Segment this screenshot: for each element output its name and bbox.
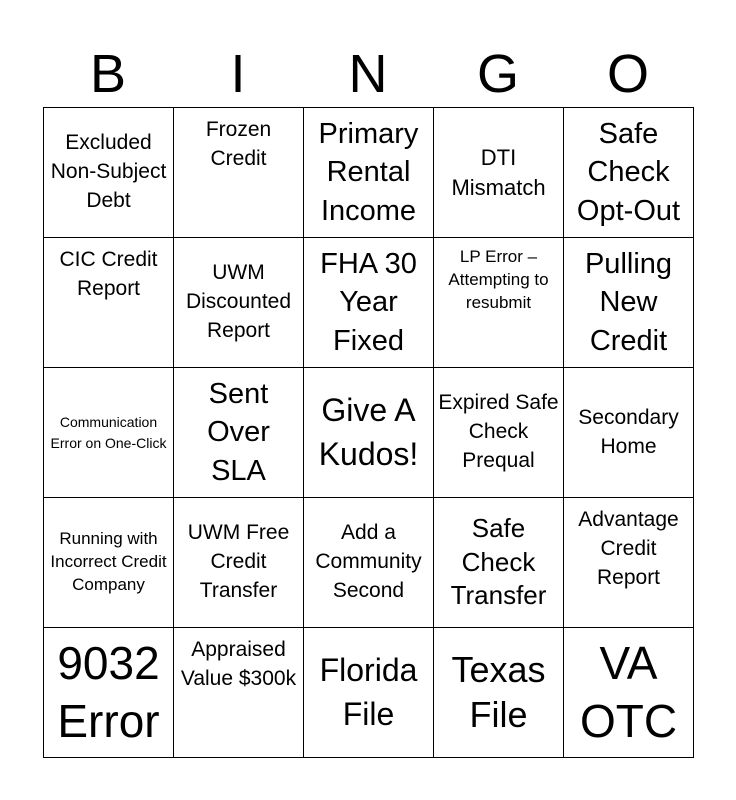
bingo-cell[interactable]: Add a Community Second xyxy=(304,498,434,628)
board-row-4 xyxy=(44,498,694,628)
bingo-cell[interactable]: Texas File xyxy=(434,628,564,758)
bingo-cell[interactable]: Sent Over SLA xyxy=(174,368,304,498)
header-letter-b: B xyxy=(89,44,127,104)
bingo-header xyxy=(43,40,693,108)
bingo-cell[interactable]: Frozen Credit xyxy=(174,108,304,238)
bingo-cell[interactable]: Appraised Value $300k xyxy=(174,628,304,758)
board-row-1 xyxy=(44,108,694,238)
bingo-cell[interactable]: Primary Rental Income xyxy=(304,108,434,238)
bingo-cell[interactable]: Advantage Credit Report xyxy=(564,498,694,628)
header-letter-i: I xyxy=(230,44,246,104)
bingo-cell[interactable]: Running with Incorrect Credit Company xyxy=(44,498,174,628)
bingo-cell[interactable]: UWM Discounted Report xyxy=(174,238,304,368)
bingo-cell[interactable]: Communication Error on One-Click xyxy=(44,368,174,498)
bingo-cell[interactable]: Safe Check Transfer xyxy=(434,498,564,628)
bingo-cell[interactable]: UWM Free Credit Transfer xyxy=(174,498,304,628)
bingo-cell[interactable]: CIC Credit Report xyxy=(44,238,174,368)
bingo-cell[interactable]: 9032 Error xyxy=(44,628,174,758)
board-row-5 xyxy=(44,628,694,758)
header-letter-n: N xyxy=(348,44,388,104)
bingo-cell[interactable]: Safe Check Opt-Out xyxy=(564,108,694,238)
bingo-cell[interactable]: Expired Safe Check Prequal xyxy=(434,368,564,498)
header-letter-o: O xyxy=(606,44,649,104)
bingo-cell[interactable]: Excluded Non-Subject Debt xyxy=(44,108,174,238)
bingo-cell[interactable]: LP Error – Attempting to resubmit xyxy=(434,238,564,368)
bingo-board xyxy=(43,107,694,758)
header-letter-g: G xyxy=(476,44,519,104)
bingo-cell[interactable]: Florida File xyxy=(304,628,434,758)
bingo-cell[interactable]: Secondary Home xyxy=(564,368,694,498)
bingo-cell[interactable]: DTI Mismatch xyxy=(434,108,564,238)
bingo-cell[interactable]: FHA 30 Year Fixed xyxy=(304,238,434,368)
bingo-cell[interactable]: Pulling New Credit xyxy=(564,238,694,368)
board-row-3 xyxy=(44,368,694,498)
board-row-2 xyxy=(44,238,694,368)
bingo-cell[interactable]: VA OTC xyxy=(564,628,694,758)
bingo-cell[interactable]: Give A Kudos! xyxy=(304,368,434,498)
